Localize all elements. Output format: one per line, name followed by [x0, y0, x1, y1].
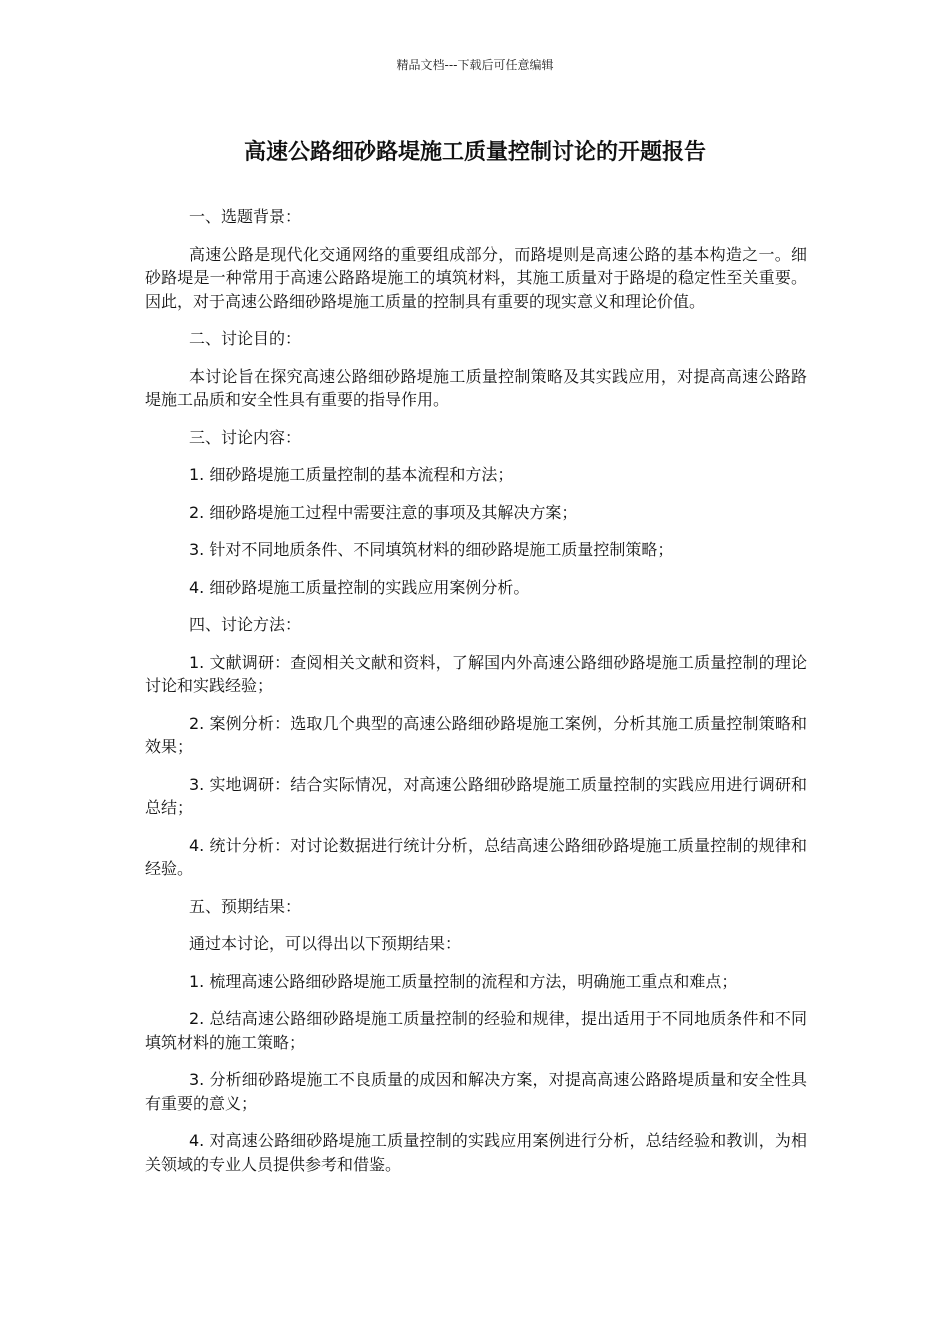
list-item-content-4: 4. 细砂路堤施工质量控制的实践应用案例分析。: [189, 577, 530, 597]
section-heading-results: 五、预期结果：: [189, 896, 302, 916]
list-item-content-3: 3. 针对不同地质条件、不同填筑材料的细砂路堤施工质量控制策略；: [189, 540, 674, 559]
list-item-content-2: 2. 细砂路堤施工过程中需要注意的事项及其解决方案；: [189, 502, 578, 522]
list-item-method-3: 3. 实地调研：结合实际情况，对高速公路细砂路堤施工质量控制的实践应用进行调研和总结；: [145, 774, 807, 817]
list-item-result-4: 4. 对高速公路细砂路堤施工质量控制的实践应用案例进行分析，总结经验和教训，为相关领域的专业人员提供参考和借鉴。: [145, 1131, 807, 1174]
section-heading-method: 四、讨论方法：: [189, 615, 302, 634]
document-body: [145, 205, 807, 1190]
list-item-method-4: 4. 统计分析：对讨论数据进行统计分析，总结高速公路细砂路堤施工质量控制的规律和经验。: [145, 835, 807, 878]
paragraph-background: 高速公路是现代化交通网络的重要组成部分，而路堤则是高速公路的基本构造之一。细砂路堤是一种常用于高速公路路堤施工的填筑材料，其施工质量对于路堤的稳定性至关重要。因此，对于高速公路细砂路堤施工质量的控制具有重要的现实意义和理论价值。: [145, 244, 807, 311]
page-header: 精品文档---下载后可任意编辑: [396, 58, 554, 72]
list-item-method-2: 2. 案例分析：选取几个典型的高速公路细砂路堤施工案例，分析其施工质量控制策略和效果；: [145, 713, 807, 756]
paragraph-results-intro: 通过本讨论，可以得出以下预期结果：: [189, 934, 462, 953]
section-heading-content: 三、讨论内容：: [189, 427, 302, 447]
paragraph-purpose: 本讨论旨在探究高速公路细砂路堤施工质量控制策略及其实践应用，对提高高速公路路堤施工品质和安全性具有重要的指导作用。: [145, 366, 807, 409]
list-item-content-1: 1. 细砂路堤施工质量控制的基本流程和方法；: [189, 465, 514, 484]
section-heading-purpose: 二、讨论目的：: [189, 329, 302, 348]
list-item-result-3: 3. 分析细砂路堤施工不良质量的成因和解决方案，对提高高速公路路堤质量和安全性具有重要的意义；: [145, 1070, 807, 1113]
section-heading-background: 一、选题背景：: [189, 207, 302, 226]
document-title: 高速公路细砂路堤施工质量控制讨论的开题报告: [243, 140, 706, 165]
list-item-result-2: 2. 总结高速公路细砂路堤施工质量控制的经验和规律，提出适用于不同地质条件和不同填筑材料的施工策略；: [145, 1009, 807, 1052]
list-item-method-1: 1. 文献调研：查阅相关文献和资料，了解国内外高速公路细砂路堤施工质量控制的理论讨论和实践经验；: [145, 652, 807, 695]
list-item-result-1: 1. 梳理高速公路细砂路堤施工质量控制的流程和方法，明确施工重点和难点；: [189, 971, 738, 991]
